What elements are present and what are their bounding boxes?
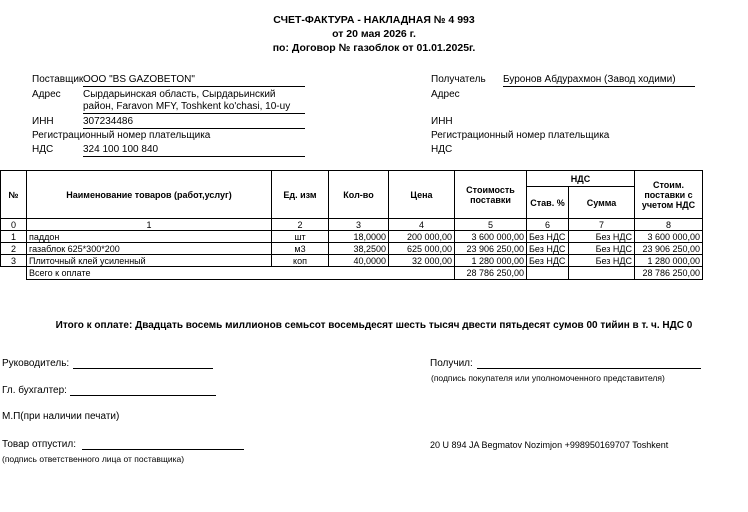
total-vat-sum-empty bbox=[569, 267, 635, 280]
header-qty: Кол-во bbox=[329, 171, 389, 219]
row-vat-rate: Без НДС bbox=[527, 243, 569, 255]
header-cost: Стоимость поставки bbox=[455, 171, 527, 219]
header-unit: Ед. изм bbox=[272, 171, 329, 219]
row-vat-rate: Без НДС bbox=[527, 255, 569, 267]
row-num: 1 bbox=[1, 231, 27, 243]
total-cost: 28 786 250,00 bbox=[455, 267, 527, 280]
supplier-address-line2: район, Faravon MFY, Toshkent ko'chasi, 10-uy bbox=[83, 101, 291, 112]
buyer-nds-label: НДС bbox=[431, 144, 453, 155]
buyer-address-label: Адрес bbox=[431, 89, 460, 100]
col-number: 5 bbox=[455, 219, 527, 231]
supplier-label: Поставщик bbox=[32, 74, 84, 85]
received-signature-line bbox=[477, 357, 701, 369]
row-price: 625 000,00 bbox=[389, 243, 455, 255]
received-note: (подпись покупателя или уполномоченного представителя) bbox=[431, 373, 665, 383]
row-vat-sum: Без НДС bbox=[569, 255, 635, 267]
row-vat-sum: Без НДС bbox=[569, 243, 635, 255]
total-sum: 28 786 250,00 bbox=[635, 267, 703, 280]
goods-table bbox=[0, 170, 703, 280]
supplier-nds-label: НДС bbox=[32, 144, 54, 155]
col-number: 6 bbox=[527, 219, 569, 231]
row-vat-sum: Без НДС bbox=[569, 231, 635, 243]
header-vat: НДС bbox=[527, 171, 635, 187]
stamp-label: М.П(при наличии печати) bbox=[2, 411, 120, 422]
row-cost: 1 280 000,00 bbox=[455, 255, 527, 267]
row-num: 3 bbox=[1, 255, 27, 267]
col-number: 7 bbox=[569, 219, 635, 231]
total-vat-rate-empty bbox=[527, 267, 569, 280]
row-qty: 38,2500 bbox=[329, 243, 389, 255]
buyer-reg-label: Регистрационный номер плательщика bbox=[431, 130, 610, 141]
accountant-signature-line bbox=[70, 384, 216, 396]
total-label: Всего к оплате bbox=[27, 267, 455, 280]
row-qty: 40,0000 bbox=[329, 255, 389, 267]
row-total: 1 280 000,00 bbox=[635, 255, 703, 267]
invoice-contract: по: Договор № газоблок от 01.01.2025г. bbox=[272, 42, 476, 54]
released-label: Товар отпустил: bbox=[2, 439, 76, 450]
director-label: Руководитель: bbox=[2, 358, 70, 369]
buyer-label: Получатель bbox=[431, 74, 486, 85]
supplier-inn-label: ИНН bbox=[32, 116, 54, 127]
col-number: 2 bbox=[272, 219, 329, 231]
total-in-words: Итого к оплате: Двадцать восемь миллионов семьсот восемьдесят шесть тысяч двести пятьдесят сумов 00 тийин в т. ч. НДС 0 bbox=[55, 320, 693, 331]
buyer-name: Буронов Абдурахмон (Завод ходими) bbox=[503, 74, 695, 87]
row-price: 200 000,00 bbox=[389, 231, 455, 243]
total-row bbox=[1, 267, 703, 280]
invoice-date: от 20 мая 2026 г. bbox=[332, 28, 416, 40]
accountant-label: Гл. бухгалтер: bbox=[2, 385, 67, 396]
row-unit: м3 bbox=[272, 243, 329, 255]
row-total: 3 600 000,00 bbox=[635, 231, 703, 243]
total-row-spacer bbox=[1, 267, 27, 280]
invoice-title: СЧЕТ-ФАКТУРА - НАКЛАДНАЯ № 4 993 bbox=[273, 14, 475, 26]
col-number: 3 bbox=[329, 219, 389, 231]
table-row bbox=[1, 243, 703, 255]
supplier-name: ООО "BS GAZOBETON" bbox=[83, 74, 305, 87]
supplier-address-line1: Сырдарьинская область, Сырдарьинский bbox=[83, 89, 276, 100]
row-name: Плиточный клей усиленный bbox=[27, 255, 272, 267]
released-signature-line bbox=[82, 438, 244, 450]
header-price: Цена bbox=[389, 171, 455, 219]
header-total: Стоим. поставки с учетом НДС bbox=[635, 171, 703, 219]
row-vat-rate: Без НДС bbox=[527, 231, 569, 243]
supplier-address-label: Адрес bbox=[32, 89, 61, 100]
released-note: (подпись ответственного лица от поставщика) bbox=[2, 454, 185, 464]
supplier-nds: 324 100 100 840 bbox=[83, 144, 305, 157]
row-name: газаблок 625*300*200 bbox=[27, 243, 272, 255]
supplier-reg-label: Регистрационный номер плательщика bbox=[32, 130, 211, 141]
row-name: паддон bbox=[27, 231, 272, 243]
row-unit: коп bbox=[272, 255, 329, 267]
director-signature-line bbox=[73, 357, 213, 369]
row-cost: 23 906 250,00 bbox=[455, 243, 527, 255]
row-cost: 3 600 000,00 bbox=[455, 231, 527, 243]
table-row bbox=[1, 231, 703, 243]
buyer-inn-label: ИНН bbox=[431, 116, 453, 127]
received-label: Получил: bbox=[430, 358, 473, 369]
col-number: 4 bbox=[389, 219, 455, 231]
header-name: Наименование товаров (работ,услуг) bbox=[27, 171, 272, 219]
supplier-address bbox=[83, 89, 305, 114]
table-row bbox=[1, 255, 703, 267]
header-vat-sum: Сумма bbox=[569, 187, 635, 219]
col-number: 0 bbox=[1, 219, 27, 231]
row-total: 23 906 250,00 bbox=[635, 243, 703, 255]
row-qty: 18,0000 bbox=[329, 231, 389, 243]
vehicle-info: 20 U 894 JA Begmatov Nozimjon +998950169707 Toshkent bbox=[430, 440, 669, 450]
column-number-row bbox=[1, 219, 703, 231]
col-number: 8 bbox=[635, 219, 703, 231]
col-number: 1 bbox=[27, 219, 272, 231]
row-unit: шт bbox=[272, 231, 329, 243]
supplier-inn: 307234486 bbox=[83, 116, 305, 129]
row-price: 32 000,00 bbox=[389, 255, 455, 267]
header-num: № bbox=[1, 171, 27, 219]
row-num: 2 bbox=[1, 243, 27, 255]
header-vat-rate: Став. % bbox=[527, 187, 569, 219]
